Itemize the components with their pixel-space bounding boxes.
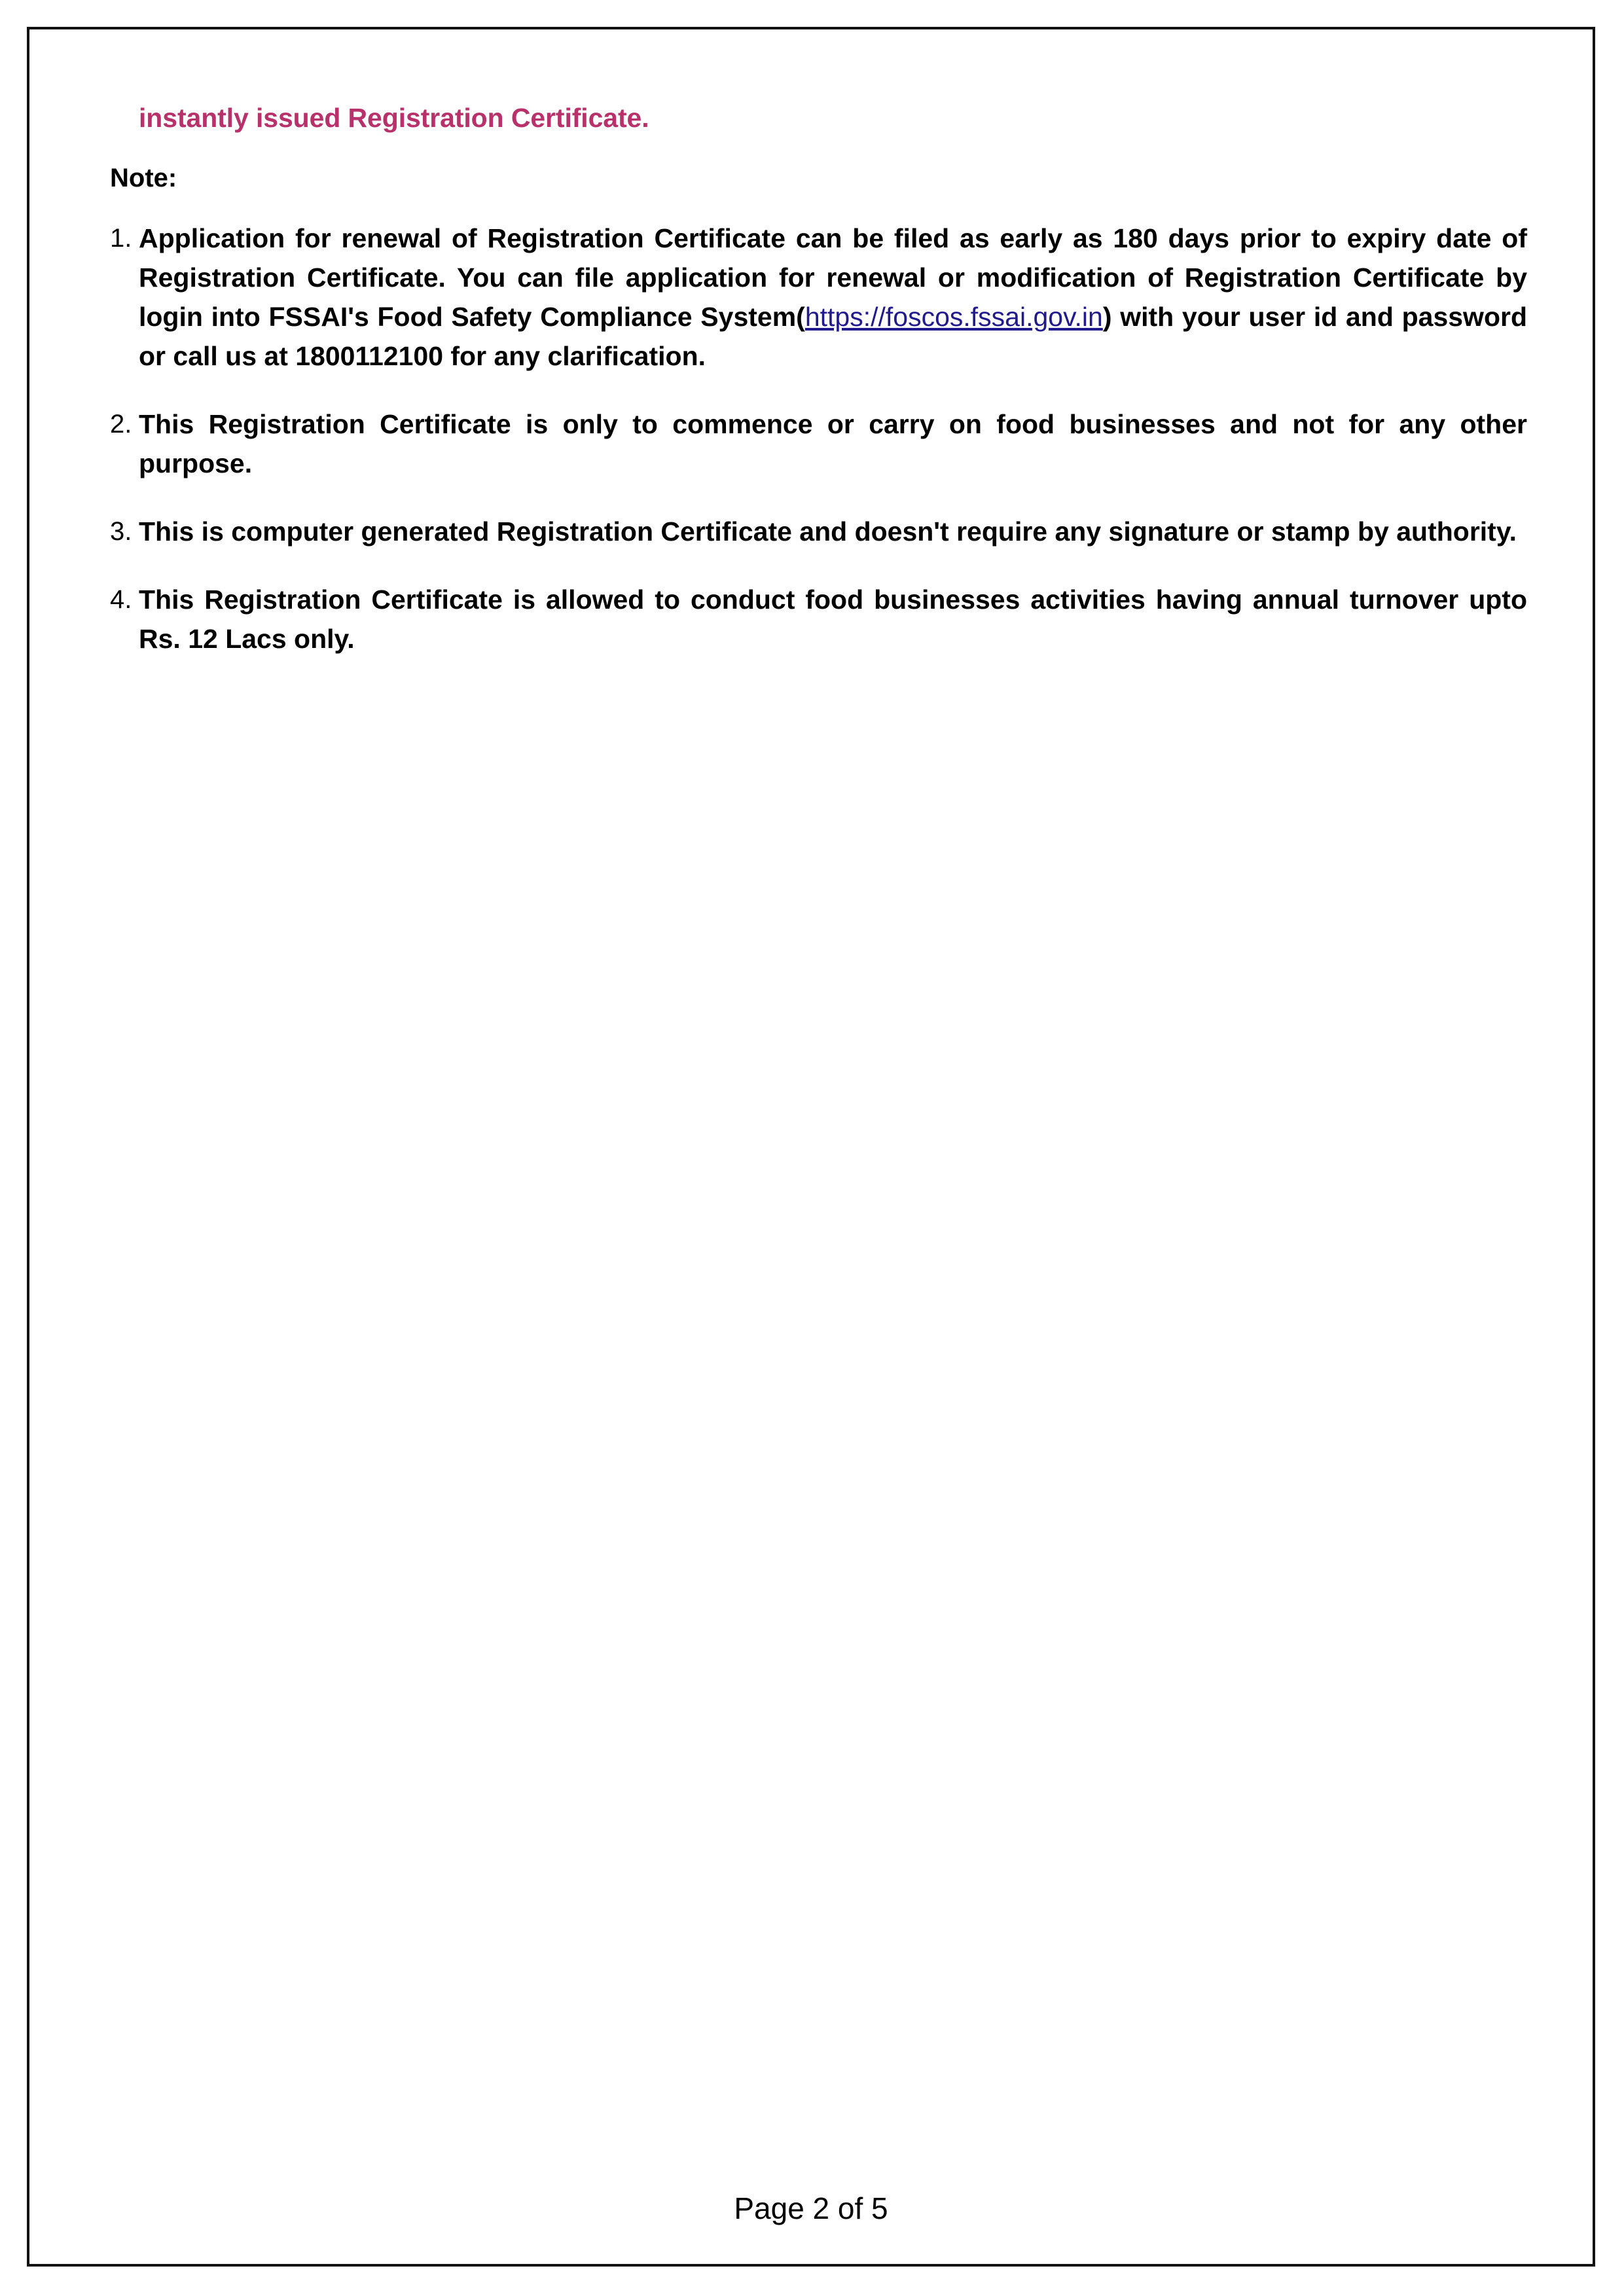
- note-item-1-text-before-link: Application for renewal of Registration Certificate can be filed as early as 180 days prior to expiry date of Registration Certificate. You can file application for renewal or modification of Registration Certificate by login into FSSAI's Food Safety Compliance System(: [139, 223, 1527, 332]
- note-label: Note:: [110, 164, 177, 192]
- note-item-4-text: This Registration Certificate is allowed to conduct food businesses activities having annual turnover upto Rs. 12 Lacs only.: [139, 584, 1527, 654]
- heading-continuation-text: instantly issued Registration Certificate.: [139, 103, 649, 133]
- foscos-portal-link[interactable]: https://foscos.fssai.gov.in: [804, 302, 1103, 332]
- note-item-1-text-after-link: ) with your user id and password or call us at 1800112100 for any clarification.: [139, 302, 1527, 371]
- note-item-2-text: This Registration Certificate is only to commence or carry on food businesses and not for any other purpose.: [139, 409, 1527, 478]
- note-list-item-1: [110, 219, 1527, 376]
- page-footer: [29, 2190, 1593, 2227]
- note-list: [110, 219, 1527, 658]
- note-list-item-3: [110, 512, 1527, 551]
- page-number-label: Page 2 of 5: [734, 2191, 888, 2225]
- page-content: [110, 99, 1527, 658]
- note-list-item-4: [110, 580, 1527, 658]
- note-item-1-text: [139, 219, 1527, 376]
- note-item-3-text: This is computer generated Registration Certificate and doesn't require any signature or stamp by authority.: [139, 516, 1517, 547]
- note-list-item-2: [110, 404, 1527, 483]
